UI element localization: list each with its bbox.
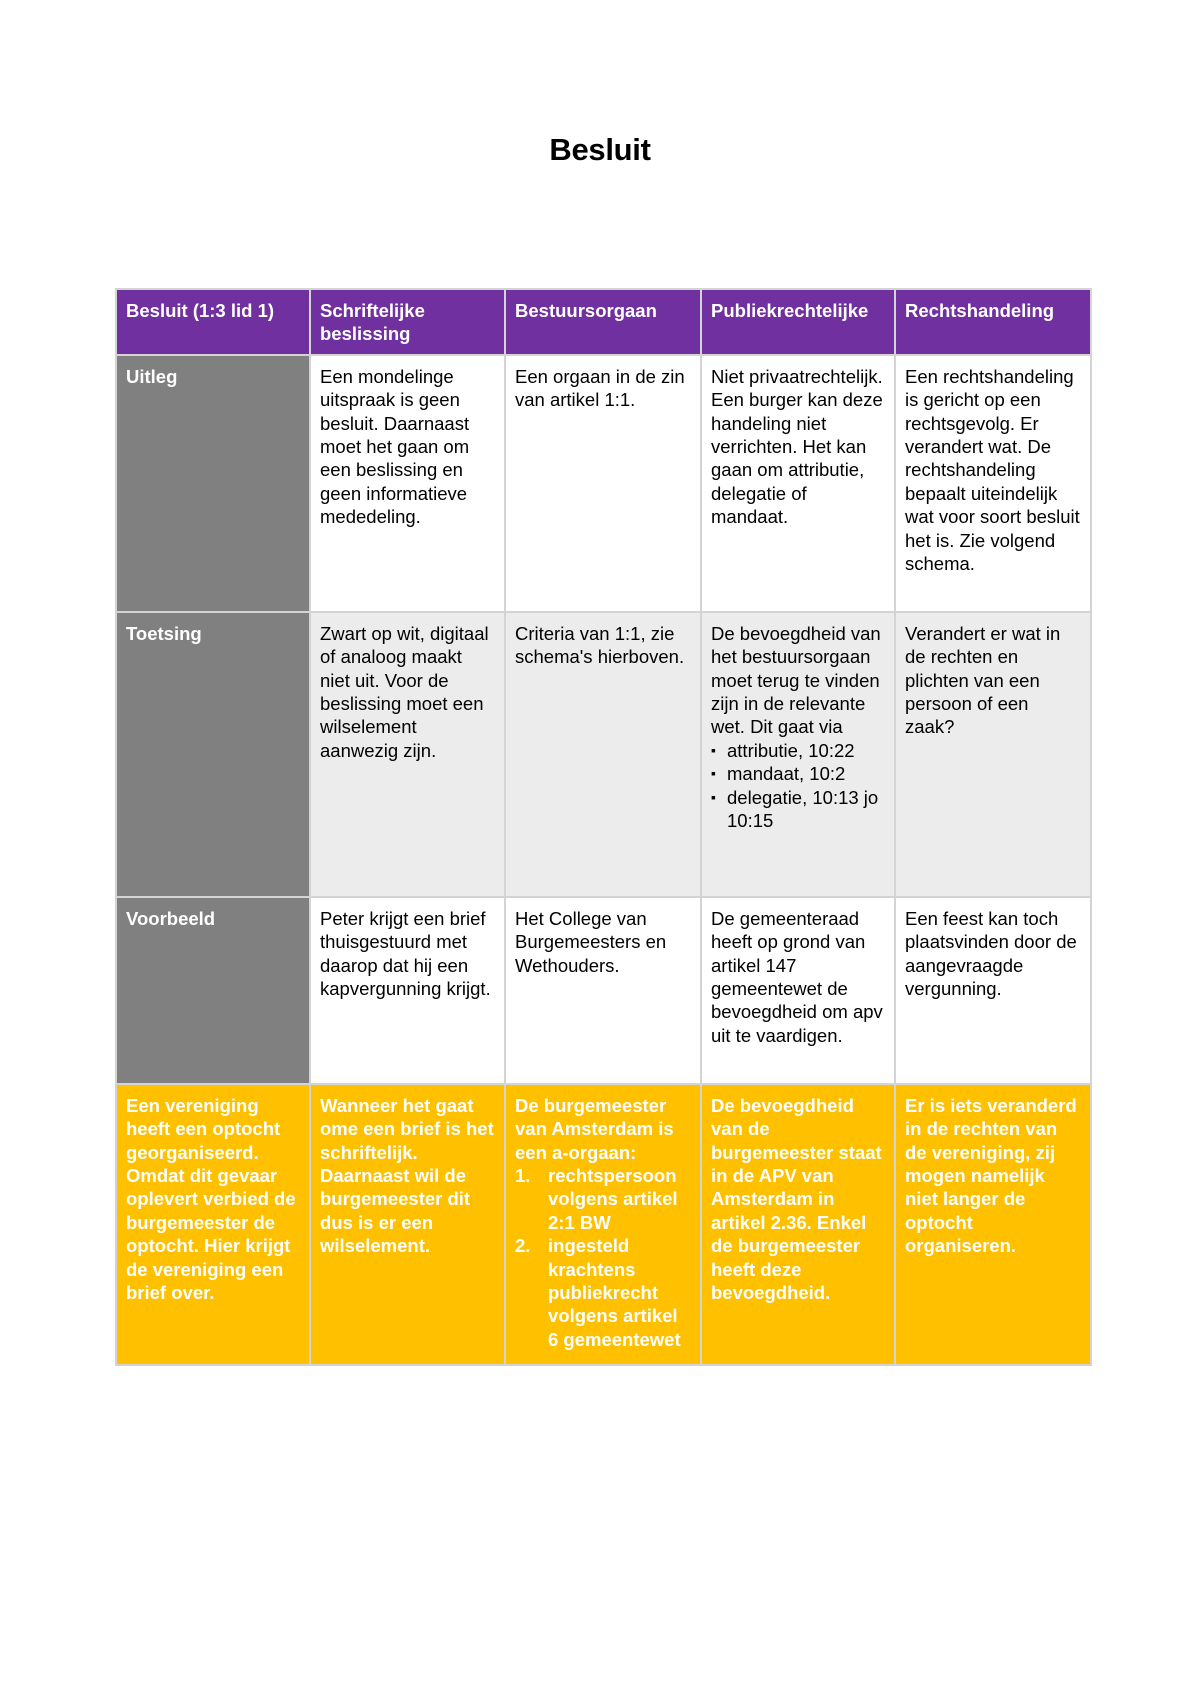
cell-voorbeeld-publiekrechtelijk: De gemeenteraad heeft op grond van artikel 147 gemeentewet de bevoegdheid om apv uit te vaardigen. (701, 897, 895, 1084)
casus-a-orgaan-text: De burgemeester van Amsterdam is een a-orgaan: (515, 1094, 674, 1163)
cell-casus-bestuursorgaan (505, 1084, 701, 1365)
besluit-table (115, 288, 1092, 1366)
table-row-toetsing (116, 612, 1091, 897)
header-cell-rechtshandeling: Rechtshandeling (895, 289, 1091, 355)
row-label-toetsing: Toetsing (116, 612, 310, 897)
list-text: rechtspersoon volgens artikel 2:1 BW (548, 1165, 678, 1233)
cell-voorbeeld-schriftelijk: Peter krijgt een brief thuisgestuurd met daarop dat hij een kapvergunning krijgt. (310, 897, 505, 1084)
cell-toetsing-rechtshandeling: Verandert er wat in de rechten en plichten van een persoon of een zaak? (895, 612, 1091, 897)
list-item: ▪ delegatie, 10:13 jo 10:15 (711, 786, 886, 833)
cell-uitleg-schriftelijk: Een mondelinge uitspraak is geen besluit. Daarnaast moet het gaan om een beslissing en geen informatieve mededeling. (310, 355, 505, 612)
header-cell-bestuursorgaan: Bestuursorgaan (505, 289, 701, 355)
document-title: Besluit (549, 132, 651, 167)
list-item (515, 1234, 692, 1351)
list-text: ingesteld krachtens publiekrecht volgens artikel 6 gemeentewet (548, 1235, 681, 1350)
list-item: ▪ attributie, 10:22 (711, 739, 886, 762)
cell-toetsing-schriftelijk: Zwart op wit, digitaal of analoog maakt niet uit. Voor de beslissing moet een wilselement aanwezig zijn. (310, 612, 505, 897)
list-number: 2. (515, 1235, 531, 1257)
table-row-voorbeeld (116, 897, 1091, 1084)
a-orgaan-numbered-list (515, 1164, 692, 1351)
cell-voorbeeld-bestuursorgaan: Het College van Burgemeesters en Wethouders. (505, 897, 701, 1084)
table-row-casus (116, 1084, 1091, 1365)
table-header-row (116, 289, 1091, 355)
bevoegdheid-bullet-list (711, 739, 886, 833)
header-cell-besluit: Besluit (1:3 lid 1) (116, 289, 310, 355)
cell-casus-publiekrechtelijk: De bevoegdheid van de burgemeester staat in de APV van Amsterdam in artikel 2.36. Enkel de burgemeester heeft deze bevoegdheid. (701, 1084, 895, 1365)
header-cell-schriftelijke-beslissing: Schriftelijke beslissing (310, 289, 505, 355)
cell-casus-schriftelijk: Wanneer het gaat ome een brief is het schriftelijk. Daarnaast wil de burgemeester dit dus is er een wilselement. (310, 1084, 505, 1365)
cell-voorbeeld-rechtshandeling: Een feest kan toch plaatsvinden door de aangevraagde vergunning. (895, 897, 1091, 1084)
list-item: ▪ mandaat, 10:2 (711, 762, 886, 785)
list-item (515, 1164, 692, 1234)
cell-toetsing-publiekrechtelijk (701, 612, 895, 897)
row-label-voorbeeld: Voorbeeld (116, 897, 310, 1084)
table-row-uitleg (116, 355, 1091, 612)
header-cell-publiekrechtelijke: Publiekrechtelijke (701, 289, 895, 355)
list-number: 1. (515, 1165, 531, 1187)
row-label-casus: Een vereniging heeft een optocht georganiseerd. Omdat dit gevaar oplevert verbied de burgemeester de optocht. Hier krijgt de vereniging een brief over. (116, 1084, 310, 1365)
cell-casus-rechtshandeling: Er is iets veranderd in de rechten van de vereniging, zij mogen namelijk niet langer de optocht organiseren. (895, 1084, 1091, 1365)
cell-uitleg-rechtshandeling: Een rechtshandeling is gericht op een rechtsgevolg. Er verandert wat. De rechtshandeling bepaalt uiteindelijk wat voor soort besluit het is. Zie volgend schema. (895, 355, 1091, 612)
row-label-uitleg: Uitleg (116, 355, 310, 612)
cell-toetsing-bestuursorgaan: Criteria van 1:1, zie schema's hierboven. (505, 612, 701, 897)
cell-uitleg-publiekrechtelijk: Niet privaatrechtelijk. Een burger kan deze handeling niet verrichten. Het kan gaan om attributie, delegatie of mandaat. (701, 355, 895, 612)
cell-uitleg-bestuursorgaan: Een orgaan in de zin van artikel 1:1. (505, 355, 701, 612)
toetsing-bevoegdheid-text: De bevoegdheid van het bestuursorgaan moet terug te vinden zijn in de relevante wet. Dit gaat via (711, 622, 881, 738)
